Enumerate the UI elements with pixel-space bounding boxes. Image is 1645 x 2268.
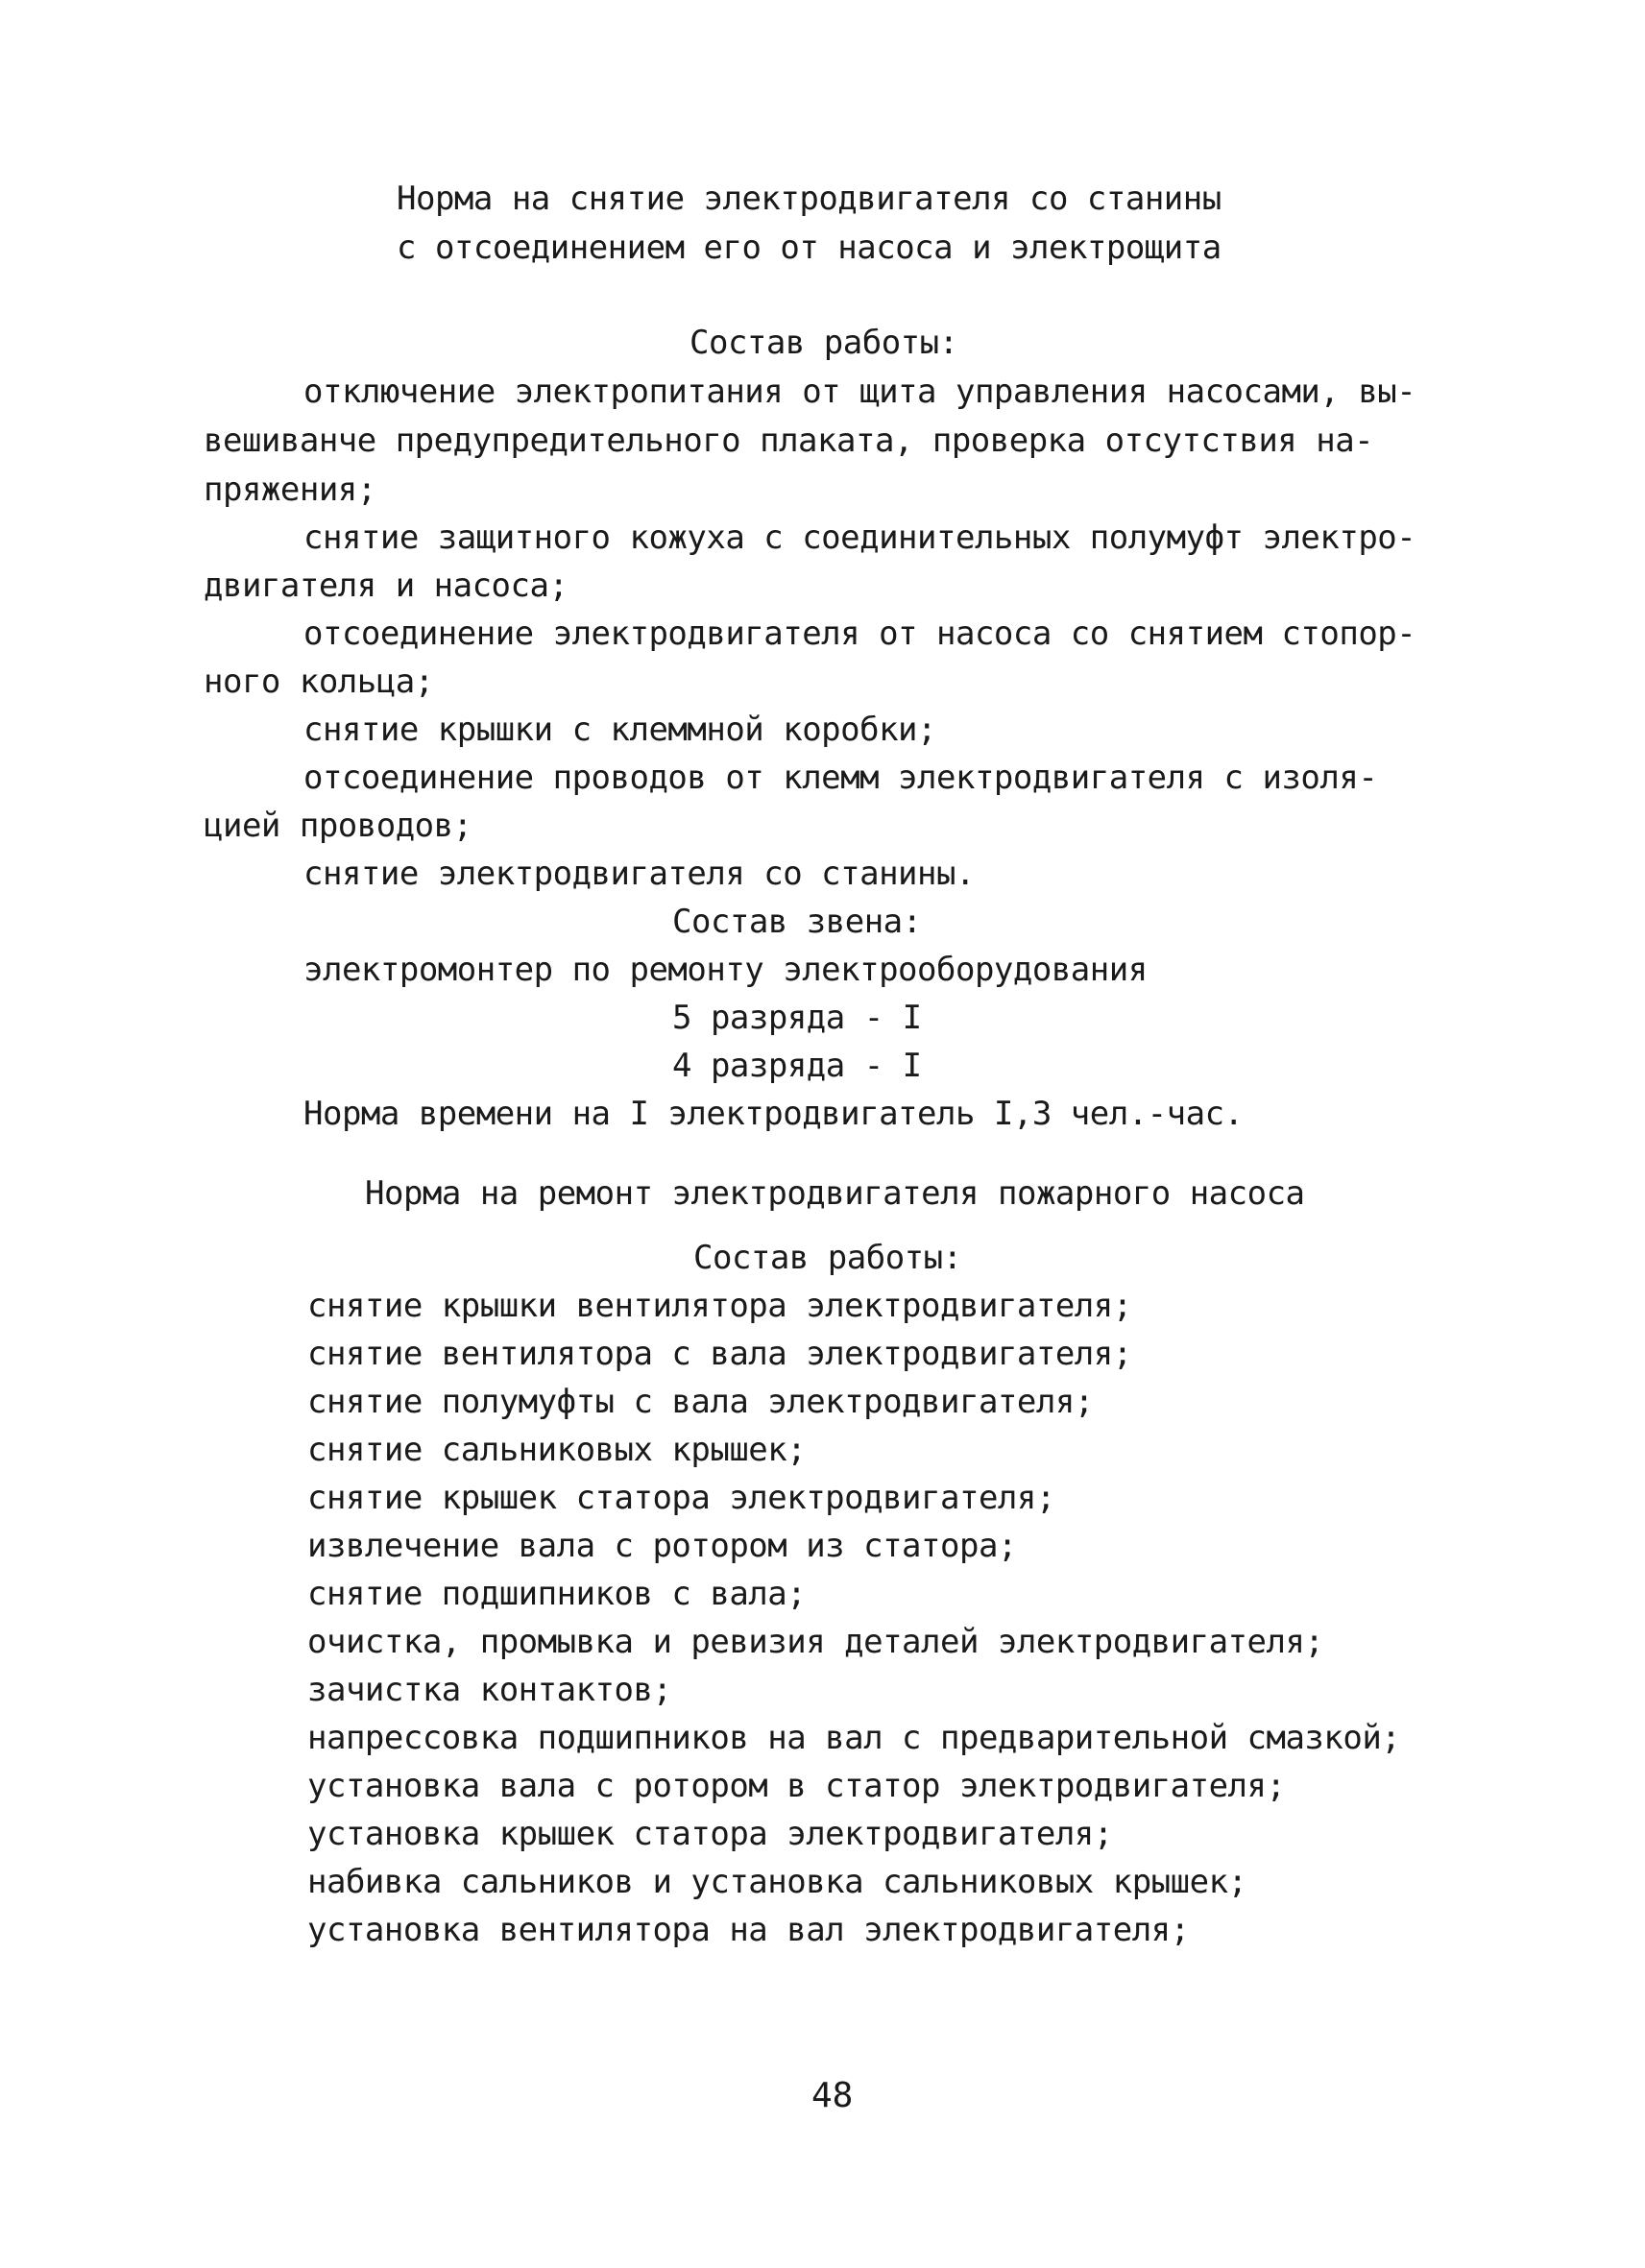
section1-crew-rank4: 4 разряда - I — [672, 1047, 922, 1085]
section1-work-line: ного кольца; — [204, 663, 434, 701]
section2-work-line: извлечение вала с ротором из статора; — [307, 1527, 1017, 1565]
section2-work-line: установка крышек статора электродвигателя; — [307, 1815, 1113, 1853]
section2-work-heading: Состав работы: — [693, 1239, 962, 1277]
section2-title: Норма на ремонт электродвигателя пожарного насоса — [365, 1174, 1305, 1213]
section2-work-line: снятие полумуфты с вала электродвигателя; — [307, 1383, 1094, 1421]
section1-crew-rank5: 5 разряда - I — [672, 999, 922, 1037]
section1-work-line: отключение электропитания от щита управления насосами, вы- — [303, 373, 1416, 411]
section2-work-line: установка вентилятора на вал электродвигателя; — [307, 1911, 1190, 1949]
section2-work-line: снятие крышки вентилятора электродвигателя; — [307, 1287, 1132, 1325]
section1-work-line: двигателя и насоса; — [204, 567, 568, 605]
section1-work-line: отсоединение электродвигателя от насоса со снятием стопор- — [303, 615, 1416, 653]
section2-work-line: напрессовка подшипников на вал с предварительной смазкой; — [307, 1719, 1401, 1757]
section2-work-line: снятие вентилятора с вала электродвигателя; — [307, 1335, 1132, 1373]
section1-work-line: цией проводов; — [204, 807, 472, 845]
section2-work-line: зачистка контактов; — [307, 1671, 672, 1709]
section1-work-line: отсоединение проводов от клемм электродвигателя с изоля- — [303, 759, 1378, 797]
section1-work-line: снятие электродвигателя со станины. — [303, 855, 975, 893]
page-number: 48 — [811, 2076, 854, 2115]
section1-title-line1: Норма на снятие электродвигателя со станины — [397, 180, 1222, 218]
section1-work-line: снятие защитного кожуха с соединительных полумуфт электро- — [303, 519, 1416, 557]
section2-work-line: снятие сальниковых крышек; — [307, 1431, 807, 1469]
section1-title-line2: с отсоединением его от насоса и электрощита — [397, 229, 1222, 267]
section1-crew-heading: Состав звена: — [672, 903, 922, 941]
section2-work-line: набивка сальников и установка сальниковых крышек; — [307, 1863, 1247, 1901]
section2-work-line: очистка, промывка и ревизия деталей электродвигателя; — [307, 1623, 1324, 1661]
section2-work-line: снятие крышек статора электродвигателя; — [307, 1479, 1055, 1517]
section1-time-norm: Норма времени на I электродвигатель I,3 чел.-час. — [303, 1095, 1244, 1133]
section1-work-line: пряжения; — [204, 470, 376, 509]
section1-crew-line: электромонтер по ремонту электрооборудования — [303, 951, 1148, 989]
section1-work-heading: Состав работы: — [689, 324, 958, 362]
section1-work-line: вешиванче предупредительного плаката, проверка отсутствия на- — [204, 422, 1374, 460]
section1-work-line: снятие крышки с клеммной коробки; — [303, 711, 937, 749]
section2-work-line: установка вала с ротором в статор электродвигателя; — [307, 1767, 1286, 1805]
section2-work-line: снятие подшипников с вала; — [307, 1575, 807, 1613]
